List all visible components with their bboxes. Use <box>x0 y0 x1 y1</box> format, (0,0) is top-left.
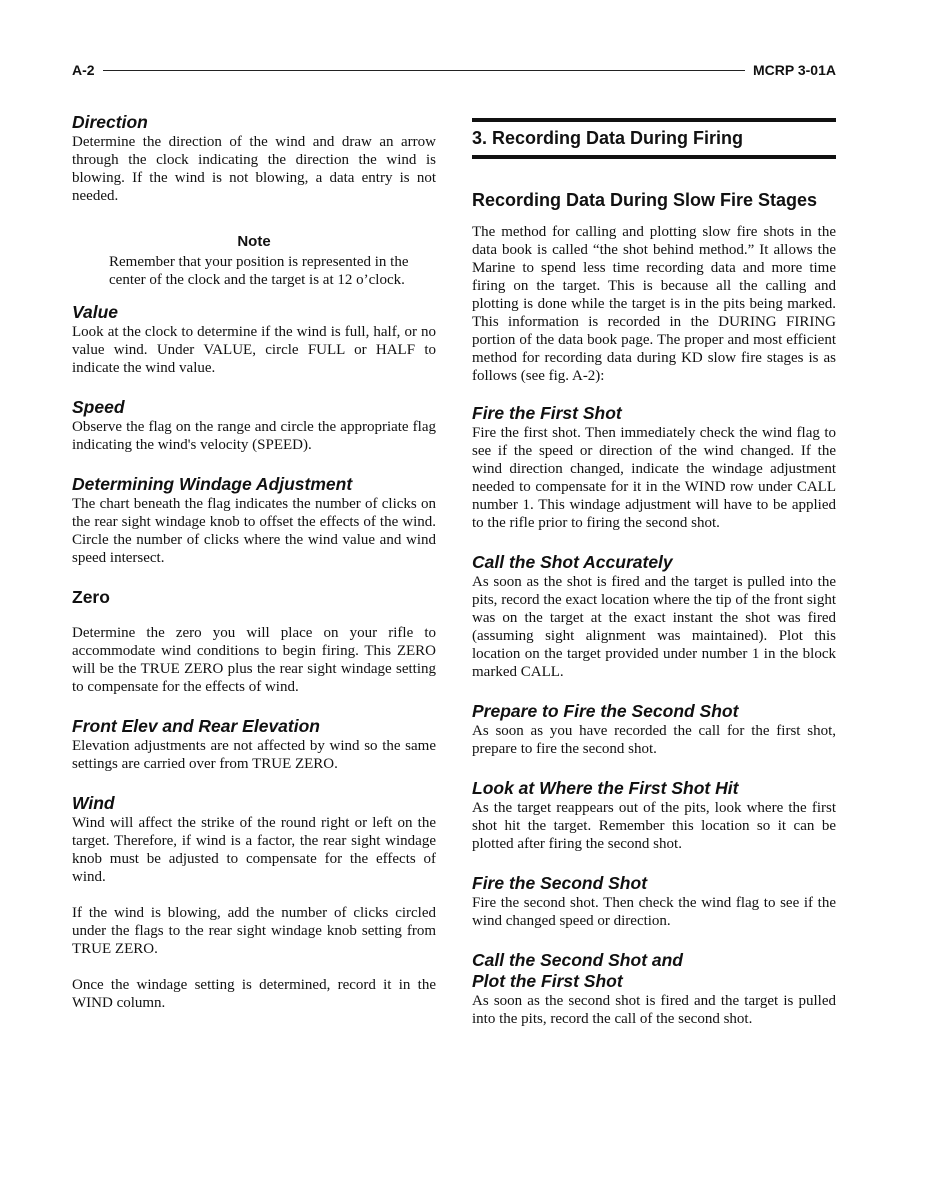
value-text: Look at the clock to determine if the wind is full, half, or no value wind. Under VALUE, circle FULL or HALF to indicate the wind value. <box>72 324 436 376</box>
front-elev-text: Elevation adjustments are not affected by wind so the same settings are carried over from TRUE ZERO. <box>72 738 436 772</box>
direction-heading: Direction <box>72 112 148 132</box>
header-rule <box>103 70 745 71</box>
subsection-title: Recording Data During Slow Fire Stages <box>472 190 818 210</box>
wind-text-1: Wind will affect the strike of the round right or left on the target. Therefore, if wind is a factor, the rear sight windage knob must be adjusted to compensate for the effects of wind. <box>72 815 436 885</box>
left-column <box>72 112 436 1012</box>
fire-second-text: Fire the second shot. Then check the wind flag to see if the wind changed speed or direction. <box>472 895 836 929</box>
direction-text: Determine the direction of the wind and draw an arrow through the clock indicating the direction the wind is blowing. If the wind is not blowing, a data entry is not needed. <box>72 134 436 204</box>
call-second-heading-1: Call the Second Shot and <box>472 950 683 970</box>
fire-first-heading: Fire the First Shot <box>472 403 622 423</box>
value-heading: Value <box>72 302 119 322</box>
look-hit-text: As the target reappears out of the pits, look where the first shot hit the target. Remember this location so it can be plotted after firing the second shot. <box>472 800 836 852</box>
page-number: A-2 <box>72 62 95 78</box>
call-shot-heading: Call the Shot Accurately <box>472 552 673 572</box>
wind-heading: Wind <box>72 793 115 813</box>
call-second-text: As soon as the second shot is fired and the target is pulled into the pits, record the call of the second shot. <box>472 993 836 1027</box>
note-title: Note <box>237 233 271 250</box>
call-second-heading-2: Plot the First Shot <box>472 971 623 991</box>
prepare-second-heading: Prepare to Fire the Second Shot <box>472 701 739 721</box>
zero-text: Determine the zero you will place on your rifle to accommodate wind conditions to begin firing. This ZERO will be the TRUE ZERO plus the rear sight windage setting to compensate for the effects of wind. <box>72 625 436 695</box>
section-title: 3. Recording Data During Firing <box>472 128 744 148</box>
windage-text: The chart beneath the flag indicates the number of clicks on the rear sight windage knob to offset the effects of the wind. Circle the number of clicks where the wind value and wind speed intersect. <box>72 496 436 566</box>
wind-text-2: If the wind is blowing, add the number of clicks circled under the flags to the rear sight windage knob setting from TRUE ZERO. <box>72 905 436 957</box>
note-text: Remember that your position is represented in the center of the clock and the target is at 12 o’clock. <box>109 254 409 288</box>
intro-text: The method for calling and plotting slow fire shots in the data book is called “the shot behind method.” It allows the Marine to spend less time recording data and more time firing on the target. This is because all the calling and plotting is done while the target is in the pits being marked. This information is recorded in the DURING FIRING portion of the data book page. The proper and most efficient method for recording data during KD slow fire stages is as follows (see fig. A-2): <box>472 224 836 384</box>
front-elev-heading: Front Elev and Rear Elevation <box>72 716 320 736</box>
speed-heading: Speed <box>72 397 125 417</box>
fire-second-heading: Fire the Second Shot <box>472 873 648 893</box>
section-title-box <box>472 118 836 159</box>
zero-heading: Zero <box>72 587 110 607</box>
fire-first-text: Fire the first shot. Then immediately check the wind flag to see if the speed or direction of the wind changed. If the wind direction changed, indicate the windage adjustment needed to compensate for it in the WIND row under CALL number 1. This windage adjustment will have to be applied to the rifle prior to firing the second shot. <box>472 425 836 531</box>
right-column <box>472 118 836 1028</box>
speed-text: Observe the flag on the range and circle the appropriate flag indicating the wind's velocity (SPEED). <box>72 419 436 453</box>
page-header <box>72 60 836 80</box>
call-shot-text: As soon as the shot is fired and the target is pulled into the pits, record the exact location where the tip of the front sight was on the target at the exact instant the shot was fired (assuming sight alignment was maintained). Plot this location on the target provided under number 1 in the block marked CALL. <box>472 574 836 680</box>
prepare-second-text: As soon as you have recorded the call for the first shot, prepare to fire the second shot. <box>472 723 836 757</box>
document-id: MCRP 3-01A <box>753 62 836 78</box>
look-hit-heading: Look at Where the First Shot Hit <box>472 778 739 798</box>
windage-heading: Determining Windage Adjustment <box>72 474 353 494</box>
wind-text-3: Once the windage setting is determined, record it in the WIND column. <box>72 977 436 1011</box>
